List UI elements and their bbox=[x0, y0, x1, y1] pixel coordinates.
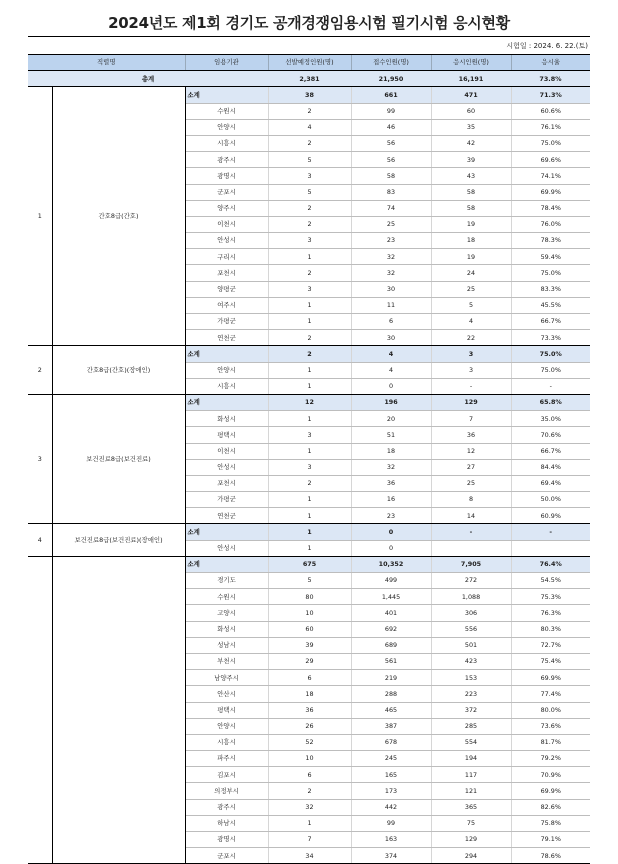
cell-applied: 661 bbox=[351, 87, 431, 103]
group-number bbox=[28, 556, 52, 864]
cell-attended: 36 bbox=[431, 427, 511, 443]
cell-applied: 6 bbox=[351, 314, 431, 330]
cell-attended: 117 bbox=[431, 767, 511, 783]
cell-attended: 25 bbox=[431, 281, 511, 297]
cell-rate: 69.9% bbox=[511, 670, 590, 686]
cell-agency: 안성시 bbox=[185, 233, 268, 249]
cell-agency: 군포시 bbox=[185, 848, 268, 864]
cell-applied: 58 bbox=[351, 168, 431, 184]
cell-attended: 153 bbox=[431, 670, 511, 686]
cell-applied: 46 bbox=[351, 119, 431, 135]
cell-applied: 51 bbox=[351, 427, 431, 443]
cell-agency: 소계 bbox=[185, 394, 268, 410]
cell-selected: 6 bbox=[268, 670, 351, 686]
cell-attended: 24 bbox=[431, 265, 511, 281]
header-rate: 응시율 bbox=[511, 55, 590, 71]
group-number: 3 bbox=[28, 394, 52, 524]
header-applied: 접수인원(명) bbox=[351, 55, 431, 71]
cell-attended: 22 bbox=[431, 330, 511, 346]
group-number: 4 bbox=[28, 524, 52, 556]
cell-selected: 2 bbox=[268, 783, 351, 799]
cell-selected: 38 bbox=[268, 87, 351, 103]
cell-rate: 83.3% bbox=[511, 281, 590, 297]
cell-selected: 3 bbox=[268, 168, 351, 184]
cell-applied: 18 bbox=[351, 443, 431, 459]
group-job-series: 보건진료8급(보건진료) bbox=[52, 394, 185, 524]
group-number: 2 bbox=[28, 346, 52, 395]
cell-agency: 이천시 bbox=[185, 216, 268, 232]
header-agency: 임용기관 bbox=[185, 55, 268, 71]
cell-attended: 554 bbox=[431, 734, 511, 750]
cell-attended: 1,088 bbox=[431, 589, 511, 605]
group-job-series: 간호8급(간호) bbox=[52, 87, 185, 346]
cell-applied: 0 bbox=[351, 540, 431, 556]
cell-attended: 42 bbox=[431, 135, 511, 151]
cell-applied: 499 bbox=[351, 573, 431, 589]
cell-agency: 경기도 bbox=[185, 573, 268, 589]
cell-rate: 72.7% bbox=[511, 637, 590, 653]
cell-attended: 5 bbox=[431, 297, 511, 313]
cell-rate: 45.5% bbox=[511, 297, 590, 313]
cell-agency: 평택시 bbox=[185, 427, 268, 443]
cell-applied: 692 bbox=[351, 621, 431, 637]
cell-selected: 3 bbox=[268, 281, 351, 297]
subtotal-row bbox=[28, 87, 590, 103]
cell-attended: 18 bbox=[431, 233, 511, 249]
cell-rate: 54.5% bbox=[511, 573, 590, 589]
cell-applied: 32 bbox=[351, 249, 431, 265]
cell-agency: 시흥시 bbox=[185, 378, 268, 394]
cell-applied: 30 bbox=[351, 330, 431, 346]
cell-rate: 80.0% bbox=[511, 702, 590, 718]
cell-attended: 294 bbox=[431, 848, 511, 864]
cell-selected: 2 bbox=[268, 200, 351, 216]
cell-rate bbox=[511, 540, 590, 556]
cell-applied: 387 bbox=[351, 718, 431, 734]
cell-selected: 34 bbox=[268, 848, 351, 864]
grand-total-attended: 16,191 bbox=[431, 71, 511, 87]
cell-applied: 465 bbox=[351, 702, 431, 718]
cell-agency: 고양시 bbox=[185, 605, 268, 621]
cell-agency: 군포시 bbox=[185, 184, 268, 200]
cell-selected: 29 bbox=[268, 653, 351, 669]
cell-attended: 7 bbox=[431, 411, 511, 427]
cell-agency: 포천시 bbox=[185, 475, 268, 491]
cell-attended: 58 bbox=[431, 184, 511, 200]
cell-selected: 6 bbox=[268, 767, 351, 783]
cell-rate: 76.4% bbox=[511, 556, 590, 572]
cell-rate: 60.6% bbox=[511, 103, 590, 119]
cell-attended: 223 bbox=[431, 686, 511, 702]
cell-selected: 1 bbox=[268, 378, 351, 394]
cell-applied: 99 bbox=[351, 815, 431, 831]
cell-agency: 성남시 bbox=[185, 637, 268, 653]
cell-attended: 8 bbox=[431, 492, 511, 508]
cell-agency: 안성시 bbox=[185, 459, 268, 475]
cell-agency: 부천시 bbox=[185, 653, 268, 669]
cell-attended: 75 bbox=[431, 815, 511, 831]
cell-attended: 60 bbox=[431, 103, 511, 119]
cell-attended: 3 bbox=[431, 362, 511, 378]
cell-attended: 129 bbox=[431, 832, 511, 848]
cell-agency: 가평군 bbox=[185, 492, 268, 508]
subtotal-row bbox=[28, 556, 590, 572]
cell-selected: 675 bbox=[268, 556, 351, 572]
cell-attended: 3 bbox=[431, 346, 511, 362]
cell-rate: 75.0% bbox=[511, 135, 590, 151]
cell-applied: 23 bbox=[351, 508, 431, 524]
cell-selected: 7 bbox=[268, 832, 351, 848]
cell-attended: 121 bbox=[431, 783, 511, 799]
cell-agency: 안양시 bbox=[185, 119, 268, 135]
cell-attended: 4 bbox=[431, 314, 511, 330]
cell-rate: 70.6% bbox=[511, 427, 590, 443]
cell-agency: 소계 bbox=[185, 87, 268, 103]
cell-agency: 하남시 bbox=[185, 815, 268, 831]
group-job-series bbox=[52, 556, 185, 864]
grand-total-label: 총계 bbox=[28, 71, 268, 87]
cell-rate: 66.7% bbox=[511, 314, 590, 330]
group-job-series: 간호8급(간호)(장애인) bbox=[52, 346, 185, 395]
cell-attended: 365 bbox=[431, 799, 511, 815]
cell-rate: 76.3% bbox=[511, 605, 590, 621]
cell-rate: - bbox=[511, 524, 590, 540]
cell-selected: 18 bbox=[268, 686, 351, 702]
cell-attended: 306 bbox=[431, 605, 511, 621]
cell-selected: 32 bbox=[268, 799, 351, 815]
cell-agency: 양평군 bbox=[185, 281, 268, 297]
cell-attended: 194 bbox=[431, 751, 511, 767]
cell-attended: 19 bbox=[431, 216, 511, 232]
header-attended: 응시인원(명) bbox=[431, 55, 511, 71]
cell-selected: 5 bbox=[268, 184, 351, 200]
cell-rate: 75.0% bbox=[511, 362, 590, 378]
cell-applied: 561 bbox=[351, 653, 431, 669]
cell-selected: 5 bbox=[268, 573, 351, 589]
cell-selected: 3 bbox=[268, 233, 351, 249]
exam-date: 시험일 : 2024. 6. 22.(토) bbox=[506, 42, 588, 50]
cell-agency: 광주시 bbox=[185, 152, 268, 168]
cell-agency: 가평군 bbox=[185, 314, 268, 330]
cell-rate: 50.0% bbox=[511, 492, 590, 508]
cell-attended: 58 bbox=[431, 200, 511, 216]
cell-attended: 14 bbox=[431, 508, 511, 524]
cell-selected: 1 bbox=[268, 314, 351, 330]
cell-attended: 25 bbox=[431, 475, 511, 491]
cell-rate: 81.7% bbox=[511, 734, 590, 750]
cell-applied: 10,352 bbox=[351, 556, 431, 572]
cell-applied: 36 bbox=[351, 475, 431, 491]
cell-applied: 374 bbox=[351, 848, 431, 864]
cell-applied: 0 bbox=[351, 378, 431, 394]
cell-rate: 71.3% bbox=[511, 87, 590, 103]
cell-rate: 78.6% bbox=[511, 848, 590, 864]
cell-agency: 이천시 bbox=[185, 443, 268, 459]
cell-rate: 69.4% bbox=[511, 475, 590, 491]
cell-selected: 3 bbox=[268, 459, 351, 475]
cell-rate: 69.9% bbox=[511, 184, 590, 200]
cell-selected: 36 bbox=[268, 702, 351, 718]
cell-agency: 광주시 bbox=[185, 799, 268, 815]
cell-agency: 양주시 bbox=[185, 200, 268, 216]
group-job-series: 보건진료8급(보건진료)(장애인) bbox=[52, 524, 185, 556]
cell-selected: 2 bbox=[268, 216, 351, 232]
cell-selected: 1 bbox=[268, 411, 351, 427]
cell-selected: 80 bbox=[268, 589, 351, 605]
cell-applied: 401 bbox=[351, 605, 431, 621]
cell-attended: 372 bbox=[431, 702, 511, 718]
cell-applied: 30 bbox=[351, 281, 431, 297]
cell-selected: 1 bbox=[268, 297, 351, 313]
cell-agency: 안양시 bbox=[185, 362, 268, 378]
cell-selected: 10 bbox=[268, 605, 351, 621]
cell-rate: 77.4% bbox=[511, 686, 590, 702]
cell-rate: 78.4% bbox=[511, 200, 590, 216]
cell-rate: 75.0% bbox=[511, 346, 590, 362]
cell-agency: 파주시 bbox=[185, 751, 268, 767]
cell-agency: 포천시 bbox=[185, 265, 268, 281]
cell-selected: 1 bbox=[268, 492, 351, 508]
cell-agency: 안산시 bbox=[185, 686, 268, 702]
cell-rate: 74.1% bbox=[511, 168, 590, 184]
cell-agency: 남양주시 bbox=[185, 670, 268, 686]
cell-applied: 678 bbox=[351, 734, 431, 750]
grand-total-applied: 21,950 bbox=[351, 71, 431, 87]
cell-rate: 65.8% bbox=[511, 394, 590, 410]
cell-rate: 75.3% bbox=[511, 589, 590, 605]
cell-attended: 501 bbox=[431, 637, 511, 653]
cell-agency: 의정부시 bbox=[185, 783, 268, 799]
cell-attended: - bbox=[431, 524, 511, 540]
cell-agency: 수원시 bbox=[185, 589, 268, 605]
cell-rate: 76.0% bbox=[511, 216, 590, 232]
cell-attended: - bbox=[431, 378, 511, 394]
cell-applied: 74 bbox=[351, 200, 431, 216]
cell-applied: 11 bbox=[351, 297, 431, 313]
cell-agency: 화성시 bbox=[185, 411, 268, 427]
applicant-status-table bbox=[28, 54, 590, 864]
cell-applied: 25 bbox=[351, 216, 431, 232]
cell-applied: 56 bbox=[351, 152, 431, 168]
cell-applied: 173 bbox=[351, 783, 431, 799]
cell-selected: 3 bbox=[268, 427, 351, 443]
cell-applied: 165 bbox=[351, 767, 431, 783]
cell-rate: 79.2% bbox=[511, 751, 590, 767]
cell-attended: 7,905 bbox=[431, 556, 511, 572]
cell-rate: 79.1% bbox=[511, 832, 590, 848]
cell-rate: 75.8% bbox=[511, 815, 590, 831]
cell-attended: 129 bbox=[431, 394, 511, 410]
cell-applied: 245 bbox=[351, 751, 431, 767]
cell-selected: 2 bbox=[268, 346, 351, 362]
cell-attended: 35 bbox=[431, 119, 511, 135]
cell-selected: 1 bbox=[268, 249, 351, 265]
cell-applied: 4 bbox=[351, 346, 431, 362]
header-row bbox=[28, 55, 590, 71]
cell-applied: 32 bbox=[351, 459, 431, 475]
cell-attended: 285 bbox=[431, 718, 511, 734]
cell-rate: 78.3% bbox=[511, 233, 590, 249]
cell-rate: 66.7% bbox=[511, 443, 590, 459]
cell-rate: 80.3% bbox=[511, 621, 590, 637]
cell-agency: 시흥시 bbox=[185, 734, 268, 750]
cell-rate: - bbox=[511, 378, 590, 394]
cell-agency: 소계 bbox=[185, 524, 268, 540]
cell-applied: 689 bbox=[351, 637, 431, 653]
cell-selected: 1 bbox=[268, 540, 351, 556]
cell-applied: 56 bbox=[351, 135, 431, 151]
cell-selected: 1 bbox=[268, 524, 351, 540]
header-selected: 선발예정인원(명) bbox=[268, 55, 351, 71]
cell-applied: 23 bbox=[351, 233, 431, 249]
cell-selected: 1 bbox=[268, 362, 351, 378]
cell-rate: 73.3% bbox=[511, 330, 590, 346]
cell-applied: 163 bbox=[351, 832, 431, 848]
cell-selected: 39 bbox=[268, 637, 351, 653]
cell-agency: 평택시 bbox=[185, 702, 268, 718]
grand-total-selected: 2,381 bbox=[268, 71, 351, 87]
cell-attended: 39 bbox=[431, 152, 511, 168]
cell-selected: 12 bbox=[268, 394, 351, 410]
cell-applied: 4 bbox=[351, 362, 431, 378]
subtotal-row bbox=[28, 524, 590, 540]
cell-applied: 219 bbox=[351, 670, 431, 686]
table-body bbox=[28, 71, 590, 864]
cell-selected: 60 bbox=[268, 621, 351, 637]
cell-applied: 16 bbox=[351, 492, 431, 508]
cell-selected: 2 bbox=[268, 103, 351, 119]
cell-selected: 2 bbox=[268, 330, 351, 346]
grand-total-row bbox=[28, 71, 590, 87]
header-job-series: 직렬명 bbox=[28, 55, 185, 71]
cell-rate: 75.0% bbox=[511, 265, 590, 281]
cell-agency: 여주시 bbox=[185, 297, 268, 313]
cell-agency: 시흥시 bbox=[185, 135, 268, 151]
cell-applied: 442 bbox=[351, 799, 431, 815]
cell-attended bbox=[431, 540, 511, 556]
cell-applied: 288 bbox=[351, 686, 431, 702]
cell-applied: 99 bbox=[351, 103, 431, 119]
cell-selected: 4 bbox=[268, 119, 351, 135]
cell-selected: 2 bbox=[268, 265, 351, 281]
cell-applied: 1,445 bbox=[351, 589, 431, 605]
subtotal-row bbox=[28, 394, 590, 410]
cell-agency: 화성시 bbox=[185, 621, 268, 637]
cell-agency: 소계 bbox=[185, 346, 268, 362]
cell-attended: 423 bbox=[431, 653, 511, 669]
cell-applied: 0 bbox=[351, 524, 431, 540]
cell-attended: 12 bbox=[431, 443, 511, 459]
cell-agency: 광명시 bbox=[185, 168, 268, 184]
cell-rate: 59.4% bbox=[511, 249, 590, 265]
title-rule bbox=[28, 36, 590, 37]
cell-rate: 73.6% bbox=[511, 718, 590, 734]
cell-attended: 556 bbox=[431, 621, 511, 637]
cell-agency: 안성시 bbox=[185, 540, 268, 556]
page-title: 2024년도 제1회 경기도 공개경쟁임용시험 필기시험 응시현황 bbox=[108, 14, 510, 32]
cell-attended: 272 bbox=[431, 573, 511, 589]
cell-agency: 연천군 bbox=[185, 330, 268, 346]
subtotal-row bbox=[28, 346, 590, 362]
cell-agency: 구리시 bbox=[185, 249, 268, 265]
cell-rate: 82.6% bbox=[511, 799, 590, 815]
cell-rate: 84.4% bbox=[511, 459, 590, 475]
cell-agency: 소계 bbox=[185, 556, 268, 572]
cell-selected: 1 bbox=[268, 508, 351, 524]
cell-agency: 광명시 bbox=[185, 832, 268, 848]
cell-applied: 32 bbox=[351, 265, 431, 281]
cell-rate: 70.9% bbox=[511, 767, 590, 783]
cell-selected: 2 bbox=[268, 475, 351, 491]
cell-attended: 27 bbox=[431, 459, 511, 475]
cell-selected: 26 bbox=[268, 718, 351, 734]
cell-agency: 수원시 bbox=[185, 103, 268, 119]
cell-rate: 76.1% bbox=[511, 119, 590, 135]
grand-total-rate: 73.8% bbox=[511, 71, 590, 87]
cell-applied: 20 bbox=[351, 411, 431, 427]
cell-applied: 196 bbox=[351, 394, 431, 410]
cell-rate: 69.6% bbox=[511, 152, 590, 168]
cell-attended: 43 bbox=[431, 168, 511, 184]
cell-selected: 1 bbox=[268, 443, 351, 459]
cell-agency: 김포시 bbox=[185, 767, 268, 783]
cell-attended: 19 bbox=[431, 249, 511, 265]
cell-applied: 83 bbox=[351, 184, 431, 200]
cell-rate: 69.9% bbox=[511, 783, 590, 799]
cell-agency: 연천군 bbox=[185, 508, 268, 524]
cell-selected: 1 bbox=[268, 815, 351, 831]
cell-selected: 2 bbox=[268, 135, 351, 151]
cell-rate: 35.0% bbox=[511, 411, 590, 427]
group-number: 1 bbox=[28, 87, 52, 346]
cell-selected: 10 bbox=[268, 751, 351, 767]
cell-agency: 안양시 bbox=[185, 718, 268, 734]
cell-selected: 52 bbox=[268, 734, 351, 750]
cell-rate: 60.9% bbox=[511, 508, 590, 524]
cell-attended: 471 bbox=[431, 87, 511, 103]
cell-selected: 5 bbox=[268, 152, 351, 168]
cell-rate: 75.4% bbox=[511, 653, 590, 669]
